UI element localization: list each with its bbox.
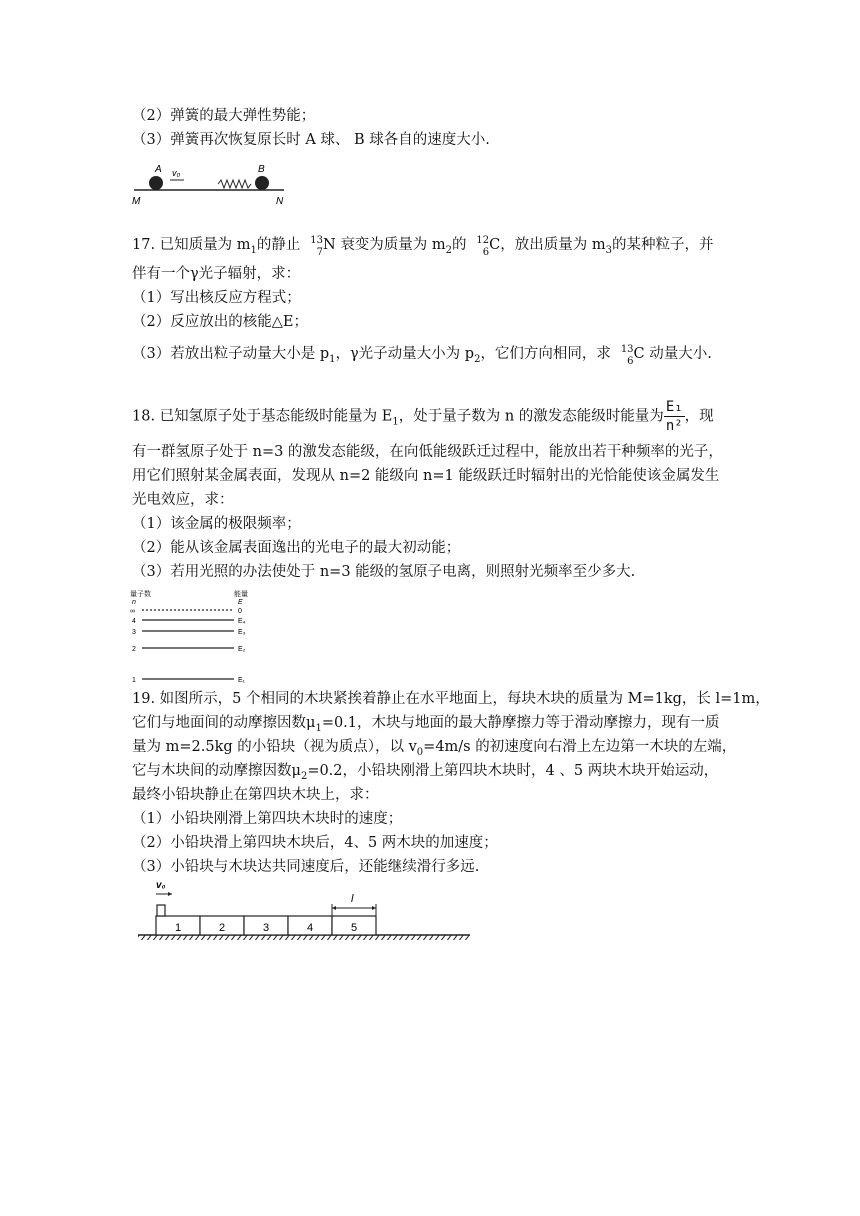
label-l: l [351,893,354,905]
q16-line-2: （2）弹簧的最大弹性势能； [132,108,316,124]
label-n: n [132,599,136,606]
q19-line-8: （3）小铅块与木块达共同速度后，还能继续滑行多远. [132,859,480,875]
level-2-e: E₂ [238,646,246,653]
q19-line-5: 最终小铅块静止在第四块木块上，求： [132,787,379,803]
figure-18-energy-levels [130,590,260,686]
q18-line-6: （2）能从该金属表面逸出的光电子的最大初动能； [132,540,461,556]
label-v0: v₀ [156,880,166,891]
level-inf-n: ∞ [130,608,135,615]
energy-fraction: $\frac{\text{E₁}}{\text{n²}}$ [665,399,683,434]
q18-line-5: （1）该金属的极限频率； [132,516,301,532]
q19-line-1: 19. 如图所示，5 个相同的木块紧挨着静止在水平地面上，每块木块的质量为 M=1kg，长 l=1m， [132,691,770,707]
q19-line-3: 量为 m=2.5kg 的小铅块（视为质点），以 $v_0=4m/s$ 的初速度向右滑上左边第一木块的左端， [132,739,737,758]
q17-line-4: （2）反应放出的核能△E； [132,314,308,330]
q18-line-1: 18. 已知氢原子处于基态能级时能量为 $E_1$，处于量子数为 n 的激发态能级时能量为 $\frac{\text{E₁}}{\text{n²}}$ ，现 [132,399,714,434]
level-4-n: 4 [132,618,136,625]
header-energy: 能量 [234,591,248,598]
level-3-n: 3 [132,629,136,636]
q17-line-1: 17. 已知质量为 $m_1$的静止 13 7 N 衰变为质量为 $m_2$的 12 6 C，放出质量为 $m_3$的某种粒子，并 [132,235,714,258]
lead-block [157,905,165,916]
label-m: M [132,196,141,207]
block-1-label: 1 [175,922,182,934]
block-4-label: 4 [307,922,314,934]
ball-a [149,176,163,190]
level-4-e: E₄ [238,618,246,625]
label-b: B [258,164,265,175]
spring [218,180,251,188]
ball-b [255,176,269,190]
header-quantum-number: 量子数 [130,591,151,598]
q17-line-5: （3）若放出粒子动量大小是 $p_1$，γ光子动量大小为 $p_2$，它们方向相同，求 13 6 C 动量大小. [132,344,712,367]
label-e: E [238,599,243,606]
q18-line-3: 用它们照射某金属表面，发现从 n=2 能级向 n=1 能级跃迁时辐射出的光恰能使该金属发生 [132,468,720,484]
label-v0: v₀ [172,168,181,178]
isotope-c13: 13 6 [620,344,634,367]
level-inf-e: 0 [238,608,242,615]
q18-line-4: 光电效应，求： [132,492,234,508]
figure-16-spring-balls [130,160,290,208]
q19-line-6: （1）小铅块刚滑上第四块木块时的速度； [132,811,403,827]
level-1-e: E₁ [238,677,246,684]
level-3-e: E₃ [238,629,246,636]
block-3-label: 3 [263,922,270,934]
q17-line-2: 伴有一个γ光子辐射，求： [132,266,301,282]
block-2-label: 2 [219,922,226,934]
isotope-n13: 13 7 [310,235,324,258]
q19-line-7: （2）小铅块滑上第四块木块后，4、5 两木块的加速度； [132,835,498,851]
label-n: N [276,196,284,207]
q18-line-7: （3）若用光照的办法使处于 n=3 能级的氢原子电离，则照射光频率至少多大. [132,564,636,580]
level-1-n: 1 [132,677,136,684]
q19-line-4: 它与木块间的动摩擦因数$\mu_2=0.2$，小铅块刚滑上第四块木块时，4 、5 两块木块开始运动， [132,763,719,782]
figure-19-wood-blocks [134,878,474,940]
level-2-n: 2 [132,646,136,653]
q16-line-3: （3）弹簧再次恢复原长时 A 球、 B 球各自的速度大小. [132,132,490,148]
block-5-label: 5 [351,922,358,934]
q18-line-2: 有一群氢原子处于 n=3 的激发态能级，在向低能级跃迁过程中，能放出若干种频率的光子， [132,444,723,460]
q17-line-3: （1）写出核反应方程式； [132,290,301,306]
q19-line-2: 它们与地面间的动摩擦因数$\mu_1=0.1$，木块与地面的最大静摩擦力等于滑动摩擦力，现有一质 [132,715,720,734]
isotope-c12: 12 6 [476,235,490,258]
label-a: A [155,164,162,175]
